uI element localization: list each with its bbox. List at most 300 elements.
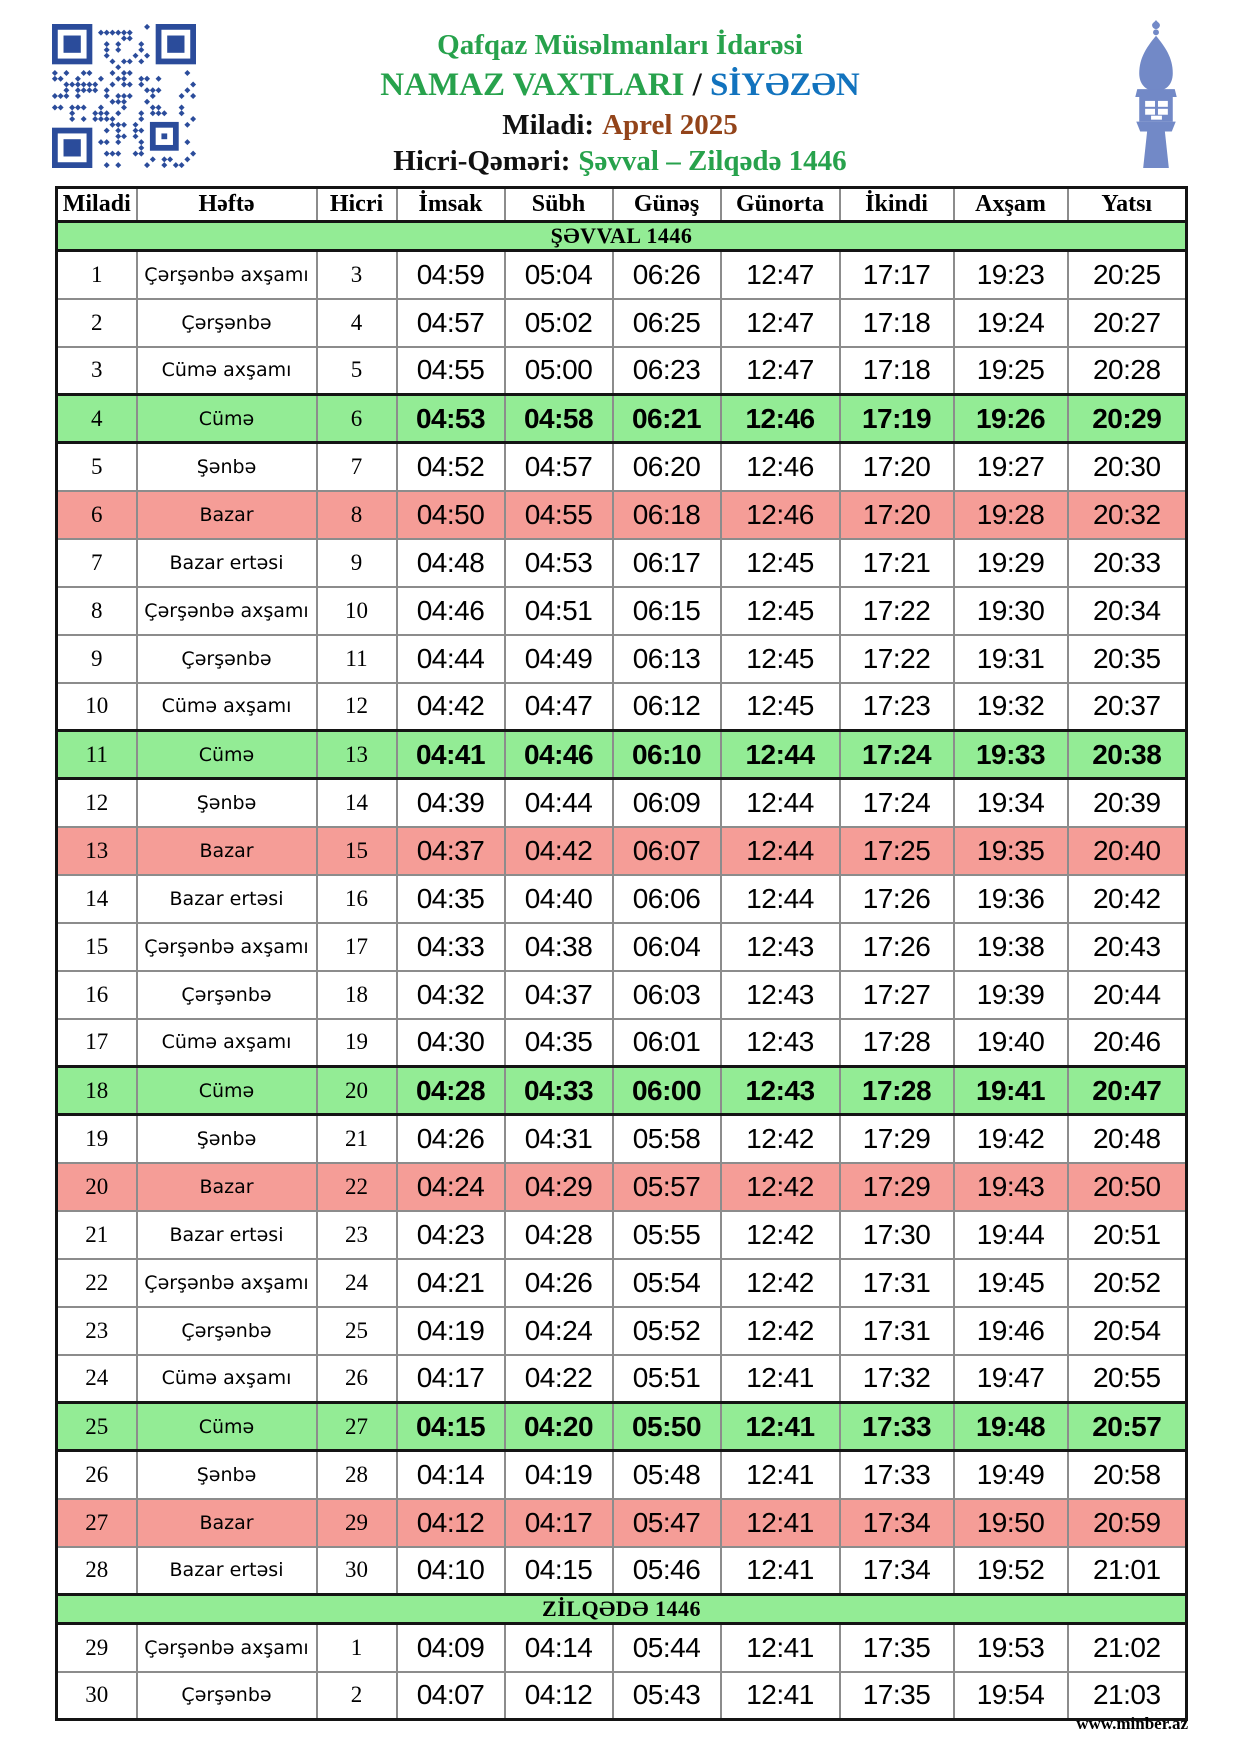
gunes-cell: 05:55 bbox=[613, 1211, 721, 1259]
gunorta-cell: 12:47 bbox=[721, 251, 840, 299]
column-header-imsak: İmsak bbox=[397, 188, 505, 222]
ikindi-cell: 17:24 bbox=[840, 779, 954, 827]
axsam-cell: 19:43 bbox=[954, 1163, 1068, 1211]
gunes-cell: 06:12 bbox=[613, 683, 721, 731]
gunorta-cell: 12:44 bbox=[721, 827, 840, 875]
table-row bbox=[57, 443, 1187, 491]
table-row bbox=[57, 1355, 1187, 1403]
miladi-cell: 14 bbox=[57, 875, 137, 923]
gunorta-cell: 12:42 bbox=[721, 1259, 840, 1307]
hicri-cell: 16 bbox=[317, 875, 397, 923]
yatsi-cell: 20:46 bbox=[1068, 1019, 1187, 1067]
axsam-cell: 19:27 bbox=[954, 443, 1068, 491]
miladi-cell: 18 bbox=[57, 1067, 137, 1115]
ikindi-cell: 17:29 bbox=[840, 1163, 954, 1211]
miladi-cell: 21 bbox=[57, 1211, 137, 1259]
imsak-cell: 04:35 bbox=[397, 875, 505, 923]
gunes-cell: 05:43 bbox=[613, 1672, 721, 1720]
imsak-cell: 04:30 bbox=[397, 1019, 505, 1067]
miladi-cell: 6 bbox=[57, 491, 137, 539]
miladi-cell: 15 bbox=[57, 923, 137, 971]
yatsi-cell: 20:39 bbox=[1068, 779, 1187, 827]
yatsi-cell: 20:55 bbox=[1068, 1355, 1187, 1403]
imsak-cell: 04:33 bbox=[397, 923, 505, 971]
hicri-cell: 27 bbox=[317, 1403, 397, 1451]
gunorta-cell: 12:44 bbox=[721, 875, 840, 923]
axsam-cell: 19:36 bbox=[954, 875, 1068, 923]
weekday-cell: Cümə bbox=[137, 731, 317, 779]
gunes-cell: 06:07 bbox=[613, 827, 721, 875]
miladi-cell: 1 bbox=[57, 251, 137, 299]
hicri-cell: 17 bbox=[317, 923, 397, 971]
axsam-cell: 19:23 bbox=[954, 251, 1068, 299]
ikindi-cell: 17:34 bbox=[840, 1547, 954, 1595]
section-label: ZİLQƏDƏ 1446 bbox=[57, 1595, 1187, 1624]
organization-title: Qafqaz Müsəlmanları İdarəsi bbox=[437, 29, 803, 61]
gunes-cell: 06:20 bbox=[613, 443, 721, 491]
subh-cell: 05:02 bbox=[505, 299, 613, 347]
hicri-cell: 4 bbox=[317, 299, 397, 347]
weekday-cell: Cümə axşamı bbox=[137, 683, 317, 731]
column-header-axsam: Axşam bbox=[954, 188, 1068, 222]
yatsi-cell: 20:59 bbox=[1068, 1499, 1187, 1547]
miladi-cell: 22 bbox=[57, 1259, 137, 1307]
gunes-cell: 06:21 bbox=[613, 395, 721, 443]
hicri-cell: 28 bbox=[317, 1451, 397, 1499]
imsak-cell: 04:07 bbox=[397, 1672, 505, 1720]
table-row bbox=[57, 491, 1187, 539]
imsak-cell: 04:46 bbox=[397, 587, 505, 635]
axsam-cell: 19:44 bbox=[954, 1211, 1068, 1259]
ikindi-cell: 17:28 bbox=[840, 1019, 954, 1067]
subh-cell: 04:37 bbox=[505, 971, 613, 1019]
hicri-cell: 10 bbox=[317, 587, 397, 635]
title-city: SİYƏZƏN bbox=[710, 67, 860, 104]
ikindi-cell: 17:35 bbox=[840, 1672, 954, 1720]
gunes-cell: 06:06 bbox=[613, 875, 721, 923]
hicri-cell: 22 bbox=[317, 1163, 397, 1211]
weekday-cell: Cümə bbox=[137, 1403, 317, 1451]
imsak-cell: 04:19 bbox=[397, 1307, 505, 1355]
table-row bbox=[57, 683, 1187, 731]
axsam-cell: 19:34 bbox=[954, 779, 1068, 827]
weekday-cell: Cümə bbox=[137, 1067, 317, 1115]
hicri-cell: 13 bbox=[317, 731, 397, 779]
ikindi-cell: 17:26 bbox=[840, 923, 954, 971]
miladi-cell: 12 bbox=[57, 779, 137, 827]
miladi-cell: 8 bbox=[57, 587, 137, 635]
hicri-cell: 7 bbox=[317, 443, 397, 491]
gunes-cell: 06:09 bbox=[613, 779, 721, 827]
yatsi-cell: 20:50 bbox=[1068, 1163, 1187, 1211]
ikindi-cell: 17:20 bbox=[840, 491, 954, 539]
weekday-cell: Şənbə bbox=[137, 443, 317, 491]
subh-cell: 04:24 bbox=[505, 1307, 613, 1355]
hicri-cell: 2 bbox=[317, 1672, 397, 1720]
prayer-times-table bbox=[55, 186, 1188, 1721]
hicri-cell: 15 bbox=[317, 827, 397, 875]
gunorta-cell: 12:43 bbox=[721, 1019, 840, 1067]
subh-cell: 04:14 bbox=[505, 1624, 613, 1672]
subh-cell: 04:57 bbox=[505, 443, 613, 491]
imsak-cell: 04:48 bbox=[397, 539, 505, 587]
gunes-cell: 05:58 bbox=[613, 1115, 721, 1163]
gunorta-cell: 12:45 bbox=[721, 683, 840, 731]
weekday-cell: Cümə axşamı bbox=[137, 347, 317, 395]
gunes-cell: 05:44 bbox=[613, 1624, 721, 1672]
axsam-cell: 19:39 bbox=[954, 971, 1068, 1019]
gunorta-cell: 12:45 bbox=[721, 635, 840, 683]
gunes-cell: 06:13 bbox=[613, 635, 721, 683]
weekday-cell: Şənbə bbox=[137, 1115, 317, 1163]
gunorta-cell: 12:45 bbox=[721, 587, 840, 635]
gunes-cell: 05:57 bbox=[613, 1163, 721, 1211]
table-row bbox=[57, 1067, 1187, 1115]
yatsi-cell: 20:44 bbox=[1068, 971, 1187, 1019]
miladi-cell: 25 bbox=[57, 1403, 137, 1451]
table-row bbox=[57, 1547, 1187, 1595]
weekday-cell: Şənbə bbox=[137, 779, 317, 827]
table-row bbox=[57, 1307, 1187, 1355]
imsak-cell: 04:52 bbox=[397, 443, 505, 491]
miladi-value: Aprel 2025 bbox=[602, 109, 738, 142]
subh-cell: 04:31 bbox=[505, 1115, 613, 1163]
minaret-icon bbox=[1124, 20, 1188, 168]
subh-cell: 04:46 bbox=[505, 731, 613, 779]
imsak-cell: 04:17 bbox=[397, 1355, 505, 1403]
gunorta-cell: 12:41 bbox=[721, 1451, 840, 1499]
axsam-cell: 19:42 bbox=[954, 1115, 1068, 1163]
axsam-cell: 19:49 bbox=[954, 1451, 1068, 1499]
gunorta-cell: 12:41 bbox=[721, 1672, 840, 1720]
yatsi-cell: 20:48 bbox=[1068, 1115, 1187, 1163]
hicri-cell: 1 bbox=[317, 1624, 397, 1672]
hicri-cell: 21 bbox=[317, 1115, 397, 1163]
gunorta-cell: 12:45 bbox=[721, 539, 840, 587]
column-header-yatsi: Yatsı bbox=[1068, 188, 1187, 222]
weekday-cell: Çərşənbə bbox=[137, 1307, 317, 1355]
imsak-cell: 04:12 bbox=[397, 1499, 505, 1547]
hicri-label: Hicri-Qəməri: bbox=[393, 145, 571, 178]
gunes-cell: 06:04 bbox=[613, 923, 721, 971]
yatsi-cell: 20:29 bbox=[1068, 395, 1187, 443]
miladi-cell: 27 bbox=[57, 1499, 137, 1547]
axsam-cell: 19:50 bbox=[954, 1499, 1068, 1547]
axsam-cell: 19:28 bbox=[954, 491, 1068, 539]
table-row bbox=[57, 395, 1187, 443]
ikindi-cell: 17:35 bbox=[840, 1624, 954, 1672]
ikindi-cell: 17:18 bbox=[840, 347, 954, 395]
axsam-cell: 19:40 bbox=[954, 1019, 1068, 1067]
miladi-cell: 28 bbox=[57, 1547, 137, 1595]
hicri-cell: 24 bbox=[317, 1259, 397, 1307]
weekday-cell: Çərşənbə axşamı bbox=[137, 1259, 317, 1307]
gunes-cell: 05:50 bbox=[613, 1403, 721, 1451]
ikindi-cell: 17:30 bbox=[840, 1211, 954, 1259]
ikindi-cell: 17:31 bbox=[840, 1307, 954, 1355]
miladi-cell: 23 bbox=[57, 1307, 137, 1355]
gunorta-cell: 12:43 bbox=[721, 971, 840, 1019]
table-row bbox=[57, 251, 1187, 299]
subh-cell: 04:44 bbox=[505, 779, 613, 827]
table-row bbox=[57, 827, 1187, 875]
weekday-cell: Çərşənbə axşamı bbox=[137, 251, 317, 299]
gunes-cell: 05:52 bbox=[613, 1307, 721, 1355]
axsam-cell: 19:32 bbox=[954, 683, 1068, 731]
weekday-cell: Bazar bbox=[137, 1499, 317, 1547]
weekday-cell: Bazar bbox=[137, 491, 317, 539]
hicri-cell: 5 bbox=[317, 347, 397, 395]
gunorta-cell: 12:43 bbox=[721, 923, 840, 971]
axsam-cell: 19:30 bbox=[954, 587, 1068, 635]
axsam-cell: 19:48 bbox=[954, 1403, 1068, 1451]
gunorta-cell: 12:41 bbox=[721, 1624, 840, 1672]
gunes-cell: 05:46 bbox=[613, 1547, 721, 1595]
table-row bbox=[57, 1403, 1187, 1451]
axsam-cell: 19:47 bbox=[954, 1355, 1068, 1403]
column-header-gunorta: Günorta bbox=[721, 188, 840, 222]
gunes-cell: 05:48 bbox=[613, 1451, 721, 1499]
axsam-cell: 19:26 bbox=[954, 395, 1068, 443]
imsak-cell: 04:50 bbox=[397, 491, 505, 539]
ikindi-cell: 17:17 bbox=[840, 251, 954, 299]
subh-cell: 04:35 bbox=[505, 1019, 613, 1067]
hicri-cell: 18 bbox=[317, 971, 397, 1019]
weekday-cell: Cümə axşamı bbox=[137, 1355, 317, 1403]
imsak-cell: 04:39 bbox=[397, 779, 505, 827]
gunorta-cell: 12:44 bbox=[721, 731, 840, 779]
table-row bbox=[57, 1019, 1187, 1067]
gunorta-cell: 12:46 bbox=[721, 395, 840, 443]
miladi-cell: 24 bbox=[57, 1355, 137, 1403]
hicri-cell: 30 bbox=[317, 1547, 397, 1595]
axsam-cell: 19:38 bbox=[954, 923, 1068, 971]
gunorta-cell: 12:46 bbox=[721, 443, 840, 491]
weekday-cell: Çərşənbə bbox=[137, 1672, 317, 1720]
yatsi-cell: 20:58 bbox=[1068, 1451, 1187, 1499]
axsam-cell: 19:25 bbox=[954, 347, 1068, 395]
gunes-cell: 06:01 bbox=[613, 1019, 721, 1067]
yatsi-cell: 20:28 bbox=[1068, 347, 1187, 395]
weekday-cell: Çərşənbə axşamı bbox=[137, 923, 317, 971]
imsak-cell: 04:32 bbox=[397, 971, 505, 1019]
axsam-cell: 19:54 bbox=[954, 1672, 1068, 1720]
hicri-cell: 9 bbox=[317, 539, 397, 587]
table-row bbox=[57, 1672, 1187, 1720]
subh-cell: 04:55 bbox=[505, 491, 613, 539]
miladi-cell: 11 bbox=[57, 731, 137, 779]
table-row bbox=[57, 1499, 1187, 1547]
column-header-miladi: Miladi bbox=[57, 188, 137, 222]
hicri-cell: 20 bbox=[317, 1067, 397, 1115]
weekday-cell: Çərşənbə bbox=[137, 635, 317, 683]
gunorta-cell: 12:44 bbox=[721, 779, 840, 827]
ikindi-cell: 17:22 bbox=[840, 635, 954, 683]
axsam-cell: 19:46 bbox=[954, 1307, 1068, 1355]
gunes-cell: 05:54 bbox=[613, 1259, 721, 1307]
yatsi-cell: 20:33 bbox=[1068, 539, 1187, 587]
yatsi-cell: 20:40 bbox=[1068, 827, 1187, 875]
imsak-cell: 04:44 bbox=[397, 635, 505, 683]
gunorta-cell: 12:41 bbox=[721, 1355, 840, 1403]
subh-cell: 04:22 bbox=[505, 1355, 613, 1403]
ikindi-cell: 17:28 bbox=[840, 1067, 954, 1115]
hicri-cell: 23 bbox=[317, 1211, 397, 1259]
table-row bbox=[57, 1211, 1187, 1259]
hicri-cell: 25 bbox=[317, 1307, 397, 1355]
ikindi-cell: 17:27 bbox=[840, 971, 954, 1019]
weekday-cell: Bazar ertəsi bbox=[137, 1547, 317, 1595]
table-row bbox=[57, 299, 1187, 347]
imsak-cell: 04:21 bbox=[397, 1259, 505, 1307]
gunorta-cell: 12:42 bbox=[721, 1115, 840, 1163]
yatsi-cell: 20:43 bbox=[1068, 923, 1187, 971]
yatsi-cell: 20:42 bbox=[1068, 875, 1187, 923]
miladi-cell: 3 bbox=[57, 347, 137, 395]
gunes-cell: 06:10 bbox=[613, 731, 721, 779]
imsak-cell: 04:55 bbox=[397, 347, 505, 395]
ikindi-cell: 17:34 bbox=[840, 1499, 954, 1547]
subh-cell: 04:38 bbox=[505, 923, 613, 971]
weekday-cell: Bazar ertəsi bbox=[137, 1211, 317, 1259]
miladi-cell: 2 bbox=[57, 299, 137, 347]
axsam-cell: 19:52 bbox=[954, 1547, 1068, 1595]
subh-cell: 04:40 bbox=[505, 875, 613, 923]
imsak-cell: 04:23 bbox=[397, 1211, 505, 1259]
yatsi-cell: 21:03 bbox=[1068, 1672, 1187, 1720]
hicri-cell: 12 bbox=[317, 683, 397, 731]
table-row bbox=[57, 1624, 1187, 1672]
yatsi-cell: 21:02 bbox=[1068, 1624, 1187, 1672]
table-row bbox=[57, 731, 1187, 779]
yatsi-cell: 20:38 bbox=[1068, 731, 1187, 779]
miladi-cell: 17 bbox=[57, 1019, 137, 1067]
miladi-cell: 26 bbox=[57, 1451, 137, 1499]
ikindi-cell: 17:29 bbox=[840, 1115, 954, 1163]
gunorta-cell: 12:41 bbox=[721, 1499, 840, 1547]
subh-cell: 04:51 bbox=[505, 587, 613, 635]
weekday-cell: Bazar ertəsi bbox=[137, 539, 317, 587]
hicri-cell: 3 bbox=[317, 251, 397, 299]
weekday-cell: Şənbə bbox=[137, 1451, 317, 1499]
gunes-cell: 06:03 bbox=[613, 971, 721, 1019]
imsak-cell: 04:26 bbox=[397, 1115, 505, 1163]
section-label: ŞƏVVAL 1446 bbox=[57, 222, 1187, 251]
table-row bbox=[57, 587, 1187, 635]
column-header-hefte: Həftə bbox=[137, 188, 317, 222]
subh-cell: 04:17 bbox=[505, 1499, 613, 1547]
miladi-cell: 19 bbox=[57, 1115, 137, 1163]
hicri-value: Şəvval – Zilqədə 1446 bbox=[578, 145, 847, 178]
yatsi-cell: 20:34 bbox=[1068, 587, 1187, 635]
subh-cell: 05:04 bbox=[505, 251, 613, 299]
axsam-cell: 19:33 bbox=[954, 731, 1068, 779]
column-header-subh: Sübh bbox=[505, 188, 613, 222]
table-row bbox=[57, 971, 1187, 1019]
gunorta-cell: 12:46 bbox=[721, 491, 840, 539]
weekday-cell: Çərşənbə bbox=[137, 299, 317, 347]
table-row bbox=[57, 539, 1187, 587]
axsam-cell: 19:29 bbox=[954, 539, 1068, 587]
ikindi-cell: 17:21 bbox=[840, 539, 954, 587]
miladi-cell: 30 bbox=[57, 1672, 137, 1720]
hicri-cell: 8 bbox=[317, 491, 397, 539]
gunorta-cell: 12:41 bbox=[721, 1403, 840, 1451]
weekday-cell: Bazar bbox=[137, 827, 317, 875]
gunes-cell: 05:47 bbox=[613, 1499, 721, 1547]
ikindi-cell: 17:22 bbox=[840, 587, 954, 635]
title-namaz: NAMAZ VAXTLARI bbox=[380, 67, 685, 104]
title-separator: / bbox=[684, 67, 711, 104]
column-header-hicri: Hicri bbox=[317, 188, 397, 222]
gunes-cell: 06:15 bbox=[613, 587, 721, 635]
gunes-cell: 06:18 bbox=[613, 491, 721, 539]
axsam-cell: 19:41 bbox=[954, 1067, 1068, 1115]
imsak-cell: 04:28 bbox=[397, 1067, 505, 1115]
section-row bbox=[57, 1595, 1187, 1624]
gunorta-cell: 12:41 bbox=[721, 1547, 840, 1595]
miladi-cell: 29 bbox=[57, 1624, 137, 1672]
qr-code bbox=[48, 24, 200, 168]
ikindi-cell: 17:18 bbox=[840, 299, 954, 347]
weekday-cell: Bazar ertəsi bbox=[137, 875, 317, 923]
axsam-cell: 19:53 bbox=[954, 1624, 1068, 1672]
imsak-cell: 04:09 bbox=[397, 1624, 505, 1672]
yatsi-cell: 20:25 bbox=[1068, 251, 1187, 299]
ikindi-cell: 17:31 bbox=[840, 1259, 954, 1307]
miladi-label: Miladi: bbox=[502, 109, 595, 142]
hicri-cell: 29 bbox=[317, 1499, 397, 1547]
axsam-cell: 19:45 bbox=[954, 1259, 1068, 1307]
gunes-cell: 06:00 bbox=[613, 1067, 721, 1115]
axsam-cell: 19:24 bbox=[954, 299, 1068, 347]
imsak-cell: 04:41 bbox=[397, 731, 505, 779]
subh-cell: 04:53 bbox=[505, 539, 613, 587]
subh-cell: 04:29 bbox=[505, 1163, 613, 1211]
hicri-cell: 26 bbox=[317, 1355, 397, 1403]
imsak-cell: 04:10 bbox=[397, 1547, 505, 1595]
ikindi-cell: 17:23 bbox=[840, 683, 954, 731]
hicri-cell: 6 bbox=[317, 395, 397, 443]
table-row bbox=[57, 1259, 1187, 1307]
table-header-row bbox=[57, 188, 1187, 222]
imsak-cell: 04:42 bbox=[397, 683, 505, 731]
axsam-cell: 19:31 bbox=[954, 635, 1068, 683]
table-row bbox=[57, 875, 1187, 923]
gunes-cell: 05:51 bbox=[613, 1355, 721, 1403]
yatsi-cell: 20:54 bbox=[1068, 1307, 1187, 1355]
weekday-cell: Çərşənbə axşamı bbox=[137, 1624, 317, 1672]
table-row bbox=[57, 347, 1187, 395]
gunorta-cell: 12:47 bbox=[721, 299, 840, 347]
yatsi-cell: 20:30 bbox=[1068, 443, 1187, 491]
subh-cell: 04:47 bbox=[505, 683, 613, 731]
table-row bbox=[57, 923, 1187, 971]
ikindi-cell: 17:33 bbox=[840, 1403, 954, 1451]
section-row bbox=[57, 222, 1187, 251]
gunorta-cell: 12:42 bbox=[721, 1163, 840, 1211]
subh-cell: 04:20 bbox=[505, 1403, 613, 1451]
ikindi-cell: 17:24 bbox=[840, 731, 954, 779]
weekday-cell: Cümə axşamı bbox=[137, 1019, 317, 1067]
hicri-cell: 14 bbox=[317, 779, 397, 827]
miladi-cell: 16 bbox=[57, 971, 137, 1019]
column-header-ikindi: İkindi bbox=[840, 188, 954, 222]
ikindi-cell: 17:33 bbox=[840, 1451, 954, 1499]
gunorta-cell: 12:42 bbox=[721, 1307, 840, 1355]
yatsi-cell: 20:32 bbox=[1068, 491, 1187, 539]
table-row bbox=[57, 635, 1187, 683]
